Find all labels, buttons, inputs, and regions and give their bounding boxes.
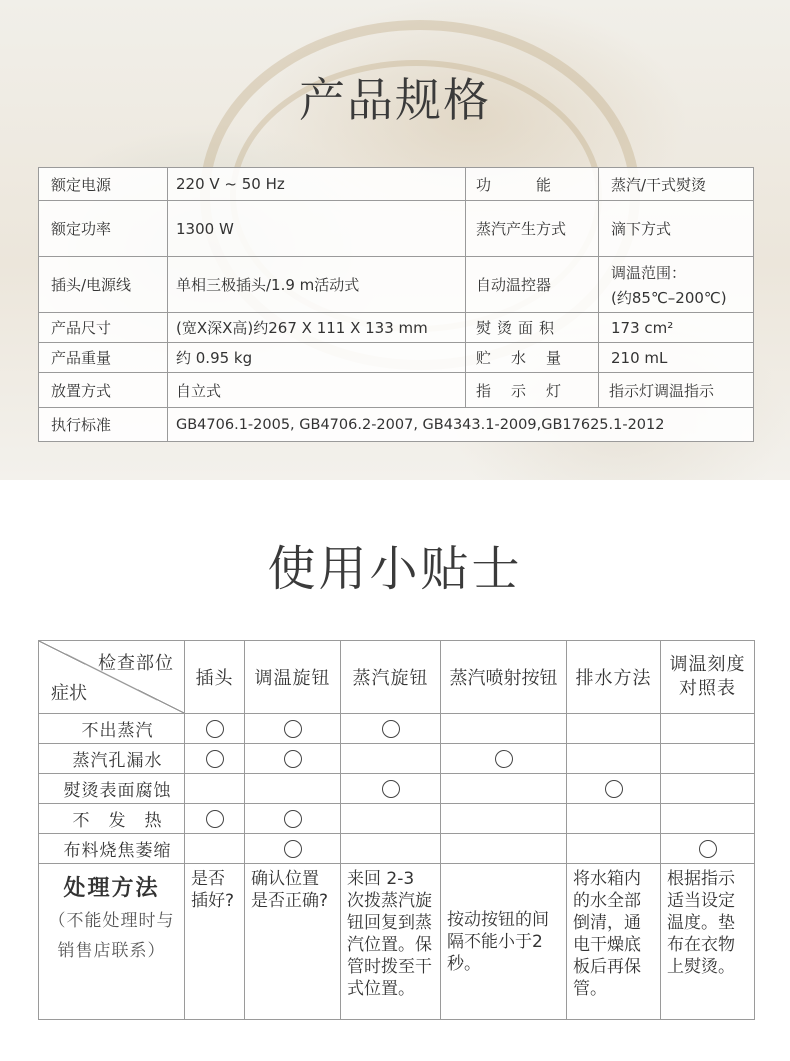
check-cell: [441, 774, 567, 804]
check-cell: [245, 774, 341, 804]
handling-cell: 是否插好?: [185, 864, 245, 1020]
circle-mark-icon: [284, 810, 302, 828]
spec-key: 额定电源: [39, 168, 168, 201]
check-cell: [567, 744, 661, 774]
spec-value-line: (约85℃–200℃): [611, 288, 727, 307]
check-cell: [185, 774, 245, 804]
check-cell: [341, 774, 441, 804]
check-cell: [441, 834, 567, 864]
symptom-label: 不 发 热: [39, 804, 185, 834]
spec-key: 额定功率: [39, 201, 168, 257]
tips-symptom-row: [39, 834, 755, 864]
spec-row: [39, 257, 754, 313]
spec-row: [39, 313, 754, 343]
check-cell: [185, 804, 245, 834]
symptom-label: 不出蒸汽: [39, 714, 185, 744]
tips-symptom-row: [39, 744, 755, 774]
spec-value: 约 0.95 kg: [168, 343, 466, 373]
spec-row: [39, 201, 754, 257]
spec-key: 熨烫面积: [466, 313, 599, 343]
check-cell: [185, 744, 245, 774]
tips-table: [38, 640, 755, 1020]
check-cell: [441, 714, 567, 744]
spec-row: [39, 168, 754, 201]
tips-corner-diagonal: [39, 641, 184, 713]
circle-mark-icon: [206, 810, 224, 828]
spec-key: 插头/电源线: [39, 257, 168, 313]
handling-note: （不能处理时与销售店联系）: [48, 911, 175, 961]
tips-symptom-row: [39, 774, 755, 804]
spec-value: 210 mL: [599, 343, 754, 373]
check-cell: [341, 744, 441, 774]
spec-value: 指示灯调温指示: [599, 373, 754, 408]
spec-value: 单相三极插头/1.9 m活动式: [168, 257, 466, 313]
spec-key: 指示灯: [466, 373, 599, 408]
tips-header-row: [39, 641, 755, 714]
check-cell: [661, 744, 755, 774]
spec-row: [39, 408, 754, 442]
spec-row: [39, 343, 754, 373]
symptom-label: 熨烫表面腐蚀: [39, 774, 185, 804]
handling-label: 处理方法: [63, 876, 160, 901]
check-cell: [661, 714, 755, 744]
symptom-label: 蒸汽孔漏水: [39, 744, 185, 774]
tips-column-header: 蒸汽旋钮: [341, 641, 441, 714]
spec-key: 功 能: [466, 168, 599, 201]
symptom-label: 布料烧焦萎缩: [39, 834, 185, 864]
check-cell: [567, 714, 661, 744]
tips-column-header: 排水方法: [567, 641, 661, 714]
tips-column-header: 调温刻度对照表: [661, 641, 755, 714]
check-cell: [185, 834, 245, 864]
tips-title: 使用小贴士: [267, 541, 523, 597]
circle-mark-icon: [699, 840, 717, 858]
spec-key: 产品尺寸: [39, 313, 168, 343]
spec-table: [38, 167, 754, 442]
spec-key: 蒸汽产生方式: [466, 201, 599, 257]
corner-top-label: 检查部位: [98, 653, 174, 674]
handling-label-cell: [39, 864, 185, 1020]
hero-banner: [0, 0, 790, 480]
check-cell: [567, 804, 661, 834]
check-cell: [245, 714, 341, 744]
circle-mark-icon: [495, 750, 513, 768]
check-cell: [661, 774, 755, 804]
spec-value: 滴下方式: [599, 201, 754, 257]
tips-column-header: 调温旋钮: [245, 641, 341, 714]
spec-key: 贮水量: [466, 343, 599, 373]
spec-value-line: 调温范围：: [611, 263, 687, 282]
handling-cell: 根据指示适当设定温度。垫布在衣物上熨烫。: [661, 864, 755, 1020]
spec-value: [599, 257, 754, 313]
circle-mark-icon: [605, 780, 623, 798]
handling-cell: 将水箱内的水全部倒清，通电干燥底板后再保管。: [567, 864, 661, 1020]
check-cell: [185, 714, 245, 744]
tips-symptom-row: [39, 714, 755, 744]
circle-mark-icon: [206, 750, 224, 768]
circle-mark-icon: [284, 750, 302, 768]
check-cell: [567, 834, 661, 864]
check-cell: [567, 774, 661, 804]
handling-cell: 来回 2-3 次拨蒸汽旋钮回复到蒸汽位置。保管时拨至干式位置。: [341, 864, 441, 1020]
check-cell: [341, 834, 441, 864]
tips-symptom-row: [39, 804, 755, 834]
spec-value: 自立式: [168, 373, 466, 408]
spec-key: 放置方式: [39, 373, 168, 408]
circle-mark-icon: [284, 720, 302, 738]
spec-key: 产品重量: [39, 343, 168, 373]
spec-key: 自动温控器: [466, 257, 599, 313]
check-cell: [245, 744, 341, 774]
tips-column-header: 蒸汽喷射按钮: [441, 641, 567, 714]
spec-value: 1300 W: [168, 201, 466, 257]
tips-handling-row: [39, 864, 755, 1020]
spec-value: GB4706.1-2005, GB4706.2-2007, GB4343.1-2009,GB17625.1-2012: [168, 408, 754, 442]
circle-mark-icon: [382, 720, 400, 738]
check-cell: [441, 744, 567, 774]
tips-column-header: 插头: [185, 641, 245, 714]
spec-key: 执行标准: [39, 408, 168, 442]
spec-title: 产品规格: [299, 73, 491, 127]
tips-symptom-rows: [39, 714, 755, 864]
check-cell: [661, 804, 755, 834]
check-cell: [341, 714, 441, 744]
spec-value: 蒸汽/干式熨烫: [599, 168, 754, 201]
spec-row: [39, 373, 754, 408]
spec-value: 220 V ~ 50 Hz: [168, 168, 466, 201]
check-cell: [661, 834, 755, 864]
handling-cell: 确认位置是否正确?: [245, 864, 341, 1020]
circle-mark-icon: [382, 780, 400, 798]
check-cell: [245, 834, 341, 864]
check-cell: [245, 804, 341, 834]
spec-value: 173 cm²: [599, 313, 754, 343]
corner-bottom-label: 症状: [51, 683, 87, 704]
check-cell: [441, 804, 567, 834]
check-cell: [341, 804, 441, 834]
handling-cell: 按动按钮的间隔不能小于2秒。: [441, 864, 567, 1020]
tips-corner-cell: [39, 641, 185, 714]
spec-value: (宽X深X高)约267 X 111 X 133 mm: [168, 313, 466, 343]
circle-mark-icon: [206, 720, 224, 738]
circle-mark-icon: [284, 840, 302, 858]
